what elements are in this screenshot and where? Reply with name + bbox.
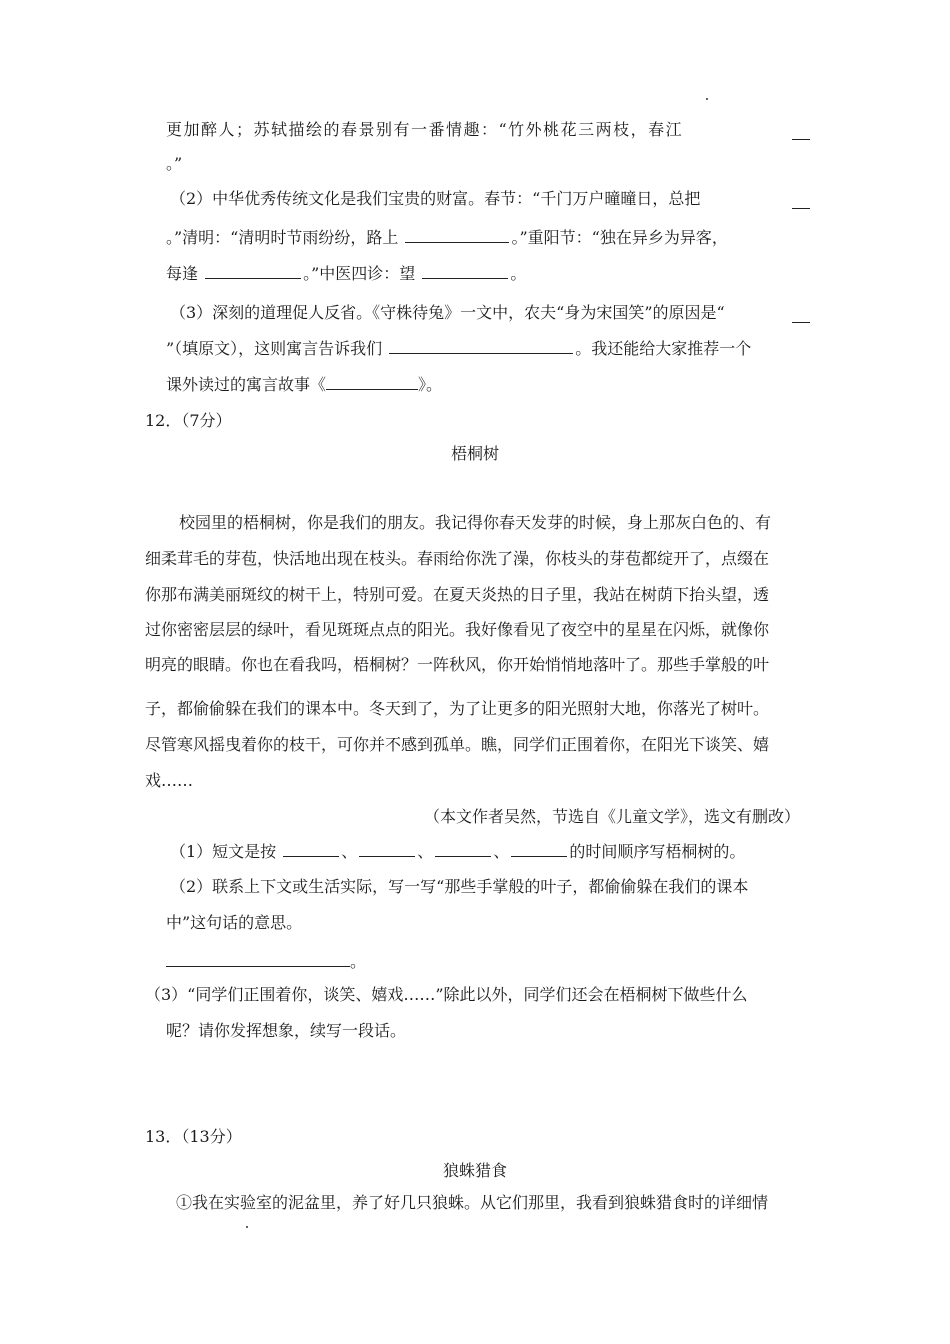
answer-blank[interactable]	[511, 840, 567, 857]
q12-sub2-line-2: 中”这句话的意思。	[166, 913, 303, 932]
answer-blank[interactable]	[422, 262, 508, 279]
q12-sub3-line-1: （3）“同学们正围着你，谈笑、嬉戏……”除此以外，同学们还会在梧桐树下做些什么	[145, 985, 748, 1004]
source-note: （本文作者吴然，节选自《儿童文学》，选文有删改）	[423, 807, 800, 826]
q11-part3-line-1: （3）深刻的道理促人反省。《守株待兔》一文中，农夫“身为宋国笑”的原因是“	[170, 303, 725, 322]
q11-part3-line-3: 课外读过的寓言故事《 》。	[166, 375, 443, 394]
q11-line-2: 。”	[166, 154, 183, 173]
q12-title: 梧桐树	[450, 444, 499, 463]
q12-para-line: 细柔茸毛的芽苞，快活地出现在枝头。春雨给你洗了澡，你枝头的芽苞都绽开了，点缀在	[145, 549, 770, 568]
q13-title: 狼蛛猎食	[442, 1161, 507, 1180]
q12-para-line: 你那布满美丽斑纹的树干上，特别可爱。在夏天炎热的日子里，我站在树荫下抬头望，透	[145, 585, 770, 604]
answer-blank[interactable]	[359, 840, 415, 857]
answer-blank[interactable]	[205, 262, 301, 279]
q12-para-line: 校园里的梧桐树，你是我们的朋友。我记得你春天发芽的时候，身上那灰白色的、有	[179, 513, 772, 532]
q11-part2-line-2: 。”清明：“清明时节雨纷纷，路上 。”重阳节：“独在异乡为异客，	[166, 228, 728, 247]
q13-header: 13．（13分）	[145, 1127, 242, 1146]
q12-sub1: （1）短文是按 、 、 、 的时间顺序写梧桐树的。	[170, 842, 746, 861]
q12-para-line: 戏……	[145, 771, 194, 790]
q11-part2-line-3: 每逢 。”中医四诊：望 。	[166, 264, 527, 283]
q13-para-line: ①我在实验室的泥盆里，养了好几只狼蛛。从它们那里，我看到狼蛛猎食时的详细情	[176, 1193, 769, 1212]
answer-blank[interactable]	[435, 840, 491, 857]
q12-header: 12．（7分）	[145, 411, 232, 430]
q12-sub2-line-1: （2）联系上下文或生活实际，写一写“那些手掌般的叶子，都偷偷躲在我们的课本	[170, 877, 749, 896]
answer-blank[interactable]	[792, 192, 810, 209]
scan-dot	[706, 98, 708, 100]
q12-para-line: 过你密密层层的绿叶，看见斑斑点点的阳光。我好像看见了夜空中的星星在闪烁，就像你	[145, 620, 770, 639]
answer-blank[interactable]	[792, 306, 810, 323]
answer-blank[interactable]	[283, 840, 339, 857]
answer-blank[interactable]	[166, 950, 350, 967]
q12-sub3-line-2: 呢？请你发挥想象，续写一段话。	[166, 1021, 407, 1040]
answer-blank[interactable]	[326, 373, 418, 390]
answer-blank[interactable]	[389, 337, 573, 354]
q11-part3-line-2: ”（填原文），这则寓言告诉我们 。我还能给大家推荐一个	[166, 339, 752, 358]
q12-sub2-answer: 。	[166, 950, 366, 973]
answer-blank[interactable]	[405, 226, 509, 243]
q11-part2-line-1: （2）中华优秀传统文化是我们宝贵的财富。春节：“千门万户曈曈日，总把	[170, 189, 701, 208]
answer-blank[interactable]	[792, 123, 810, 140]
scan-dot	[246, 1226, 248, 1228]
q12-para-line: 尽管寒风摇曳着你的枝干，可你并不感到孤单。瞧，同学们正围着你，在阳光下谈笑、嬉	[145, 735, 770, 754]
q12-para-line: 子，都偷偷躲在我们的课本中。冬天到了，为了让更多的阳光照射大地，你落光了树叶。	[145, 699, 770, 718]
q11-line-1: 更加醉人；苏轼描绘的春景别有一番情趣：“竹外桃花三两枝，春江	[166, 120, 684, 139]
q12-para-line: 明亮的眼睛。你也在看我吗，梧桐树？一阵秋风，你开始悄悄地落叶了。那些手掌般的叶	[145, 655, 770, 674]
